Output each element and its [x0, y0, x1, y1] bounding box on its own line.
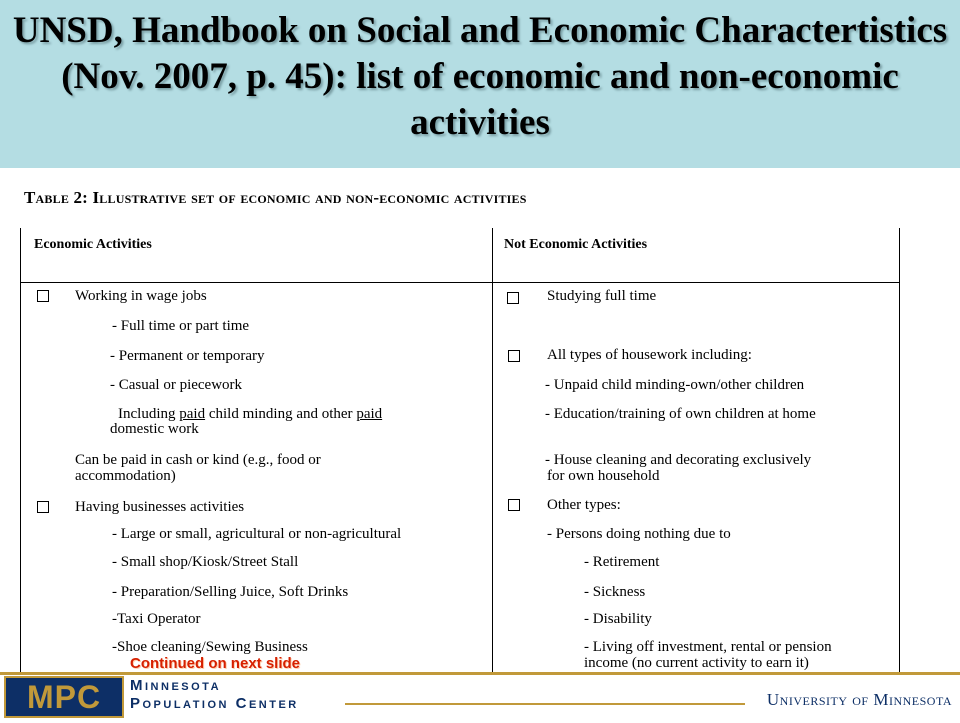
- including-text: Including: [118, 406, 180, 422]
- left-cash-kind-line2: accommodation): [75, 468, 176, 484]
- paid-underlined: paid: [356, 406, 383, 422]
- right-subitem: - Unpaid child minding-own/other children: [545, 377, 805, 393]
- right-living-line2: income (no current activity to earn it): [584, 655, 809, 671]
- table-column-divider: [492, 228, 493, 672]
- table-border-left: [20, 228, 21, 672]
- including-text: child minding and other: [205, 406, 357, 422]
- right-item-housework: All types of housework including:: [547, 347, 752, 363]
- left-subitem: -Shoe cleaning/Sewing Business: [112, 639, 308, 655]
- right-subitem: - Education/training of own children at home: [545, 406, 816, 422]
- mpc-logo-letters: MPC: [26, 678, 102, 715]
- left-subitem: -Taxi Operator: [112, 611, 201, 627]
- mpc-logo: [4, 676, 124, 718]
- checkbox-icon: [37, 501, 49, 513]
- footer-divider: [345, 703, 745, 705]
- left-item-businesses: Having businesses activities: [75, 499, 245, 515]
- right-item-other-types: Other types:: [547, 497, 621, 513]
- checkbox-icon: [508, 350, 520, 362]
- checkbox-icon: [37, 290, 49, 302]
- right-column-header: Not Economic Activities: [504, 237, 648, 252]
- right-living-line1: - Living off investment, rental or pension: [584, 639, 832, 655]
- right-item-studying: Studying full time: [547, 288, 657, 304]
- org-name: [130, 677, 299, 713]
- continued-note: Continued on next slide: [130, 655, 301, 672]
- right-reason: - Disability: [584, 611, 652, 627]
- checkbox-icon: [508, 499, 520, 511]
- org-name-line2: Population Center: [130, 695, 299, 712]
- right-subitem: - Persons doing nothing due to: [547, 526, 731, 542]
- checkbox-icon: [507, 292, 519, 304]
- university-name: University of Minnesota: [766, 690, 952, 709]
- left-including-line2: domestic work: [110, 421, 199, 437]
- slide-title: UNSD, Handbook on Social and Economic Charactertistics (Nov. 2007, p. 45): list of economic and non-economic activities: [12, 10, 948, 143]
- left-subitem: - Large or small, agricultural or non-agricultural: [112, 526, 402, 542]
- table-border-right: [899, 228, 900, 672]
- left-subitem: - Small shop/Kiosk/Street Stall: [112, 554, 299, 570]
- right-reason: - Retirement: [584, 554, 660, 570]
- title-banner: [0, 0, 960, 168]
- table-caption: Table 2: Illustrative set of economic and non-economic activities: [24, 188, 527, 207]
- left-subitem: - Full time or part time: [112, 318, 250, 334]
- header-row-divider: [20, 282, 900, 283]
- right-house-cleaning-line1: - House cleaning and decorating exclusively: [545, 452, 812, 468]
- left-including-line: [118, 406, 382, 422]
- left-subitem: - Casual or piecework: [110, 377, 243, 393]
- left-column-header: Economic Activities: [34, 237, 152, 252]
- right-reason: - Sickness: [584, 584, 646, 600]
- right-house-cleaning-line2: for own household: [547, 468, 660, 484]
- paid-underlined: paid: [179, 406, 206, 422]
- left-subitem: - Preparation/Selling Juice, Soft Drinks: [112, 584, 349, 600]
- left-item-wage-jobs: Working in wage jobs: [75, 288, 207, 304]
- org-name-line1: Minnesota: [130, 677, 222, 694]
- left-cash-kind-line1: Can be paid in cash or kind (e.g., food or: [75, 452, 321, 468]
- left-subitem: - Permanent or temporary: [110, 348, 265, 364]
